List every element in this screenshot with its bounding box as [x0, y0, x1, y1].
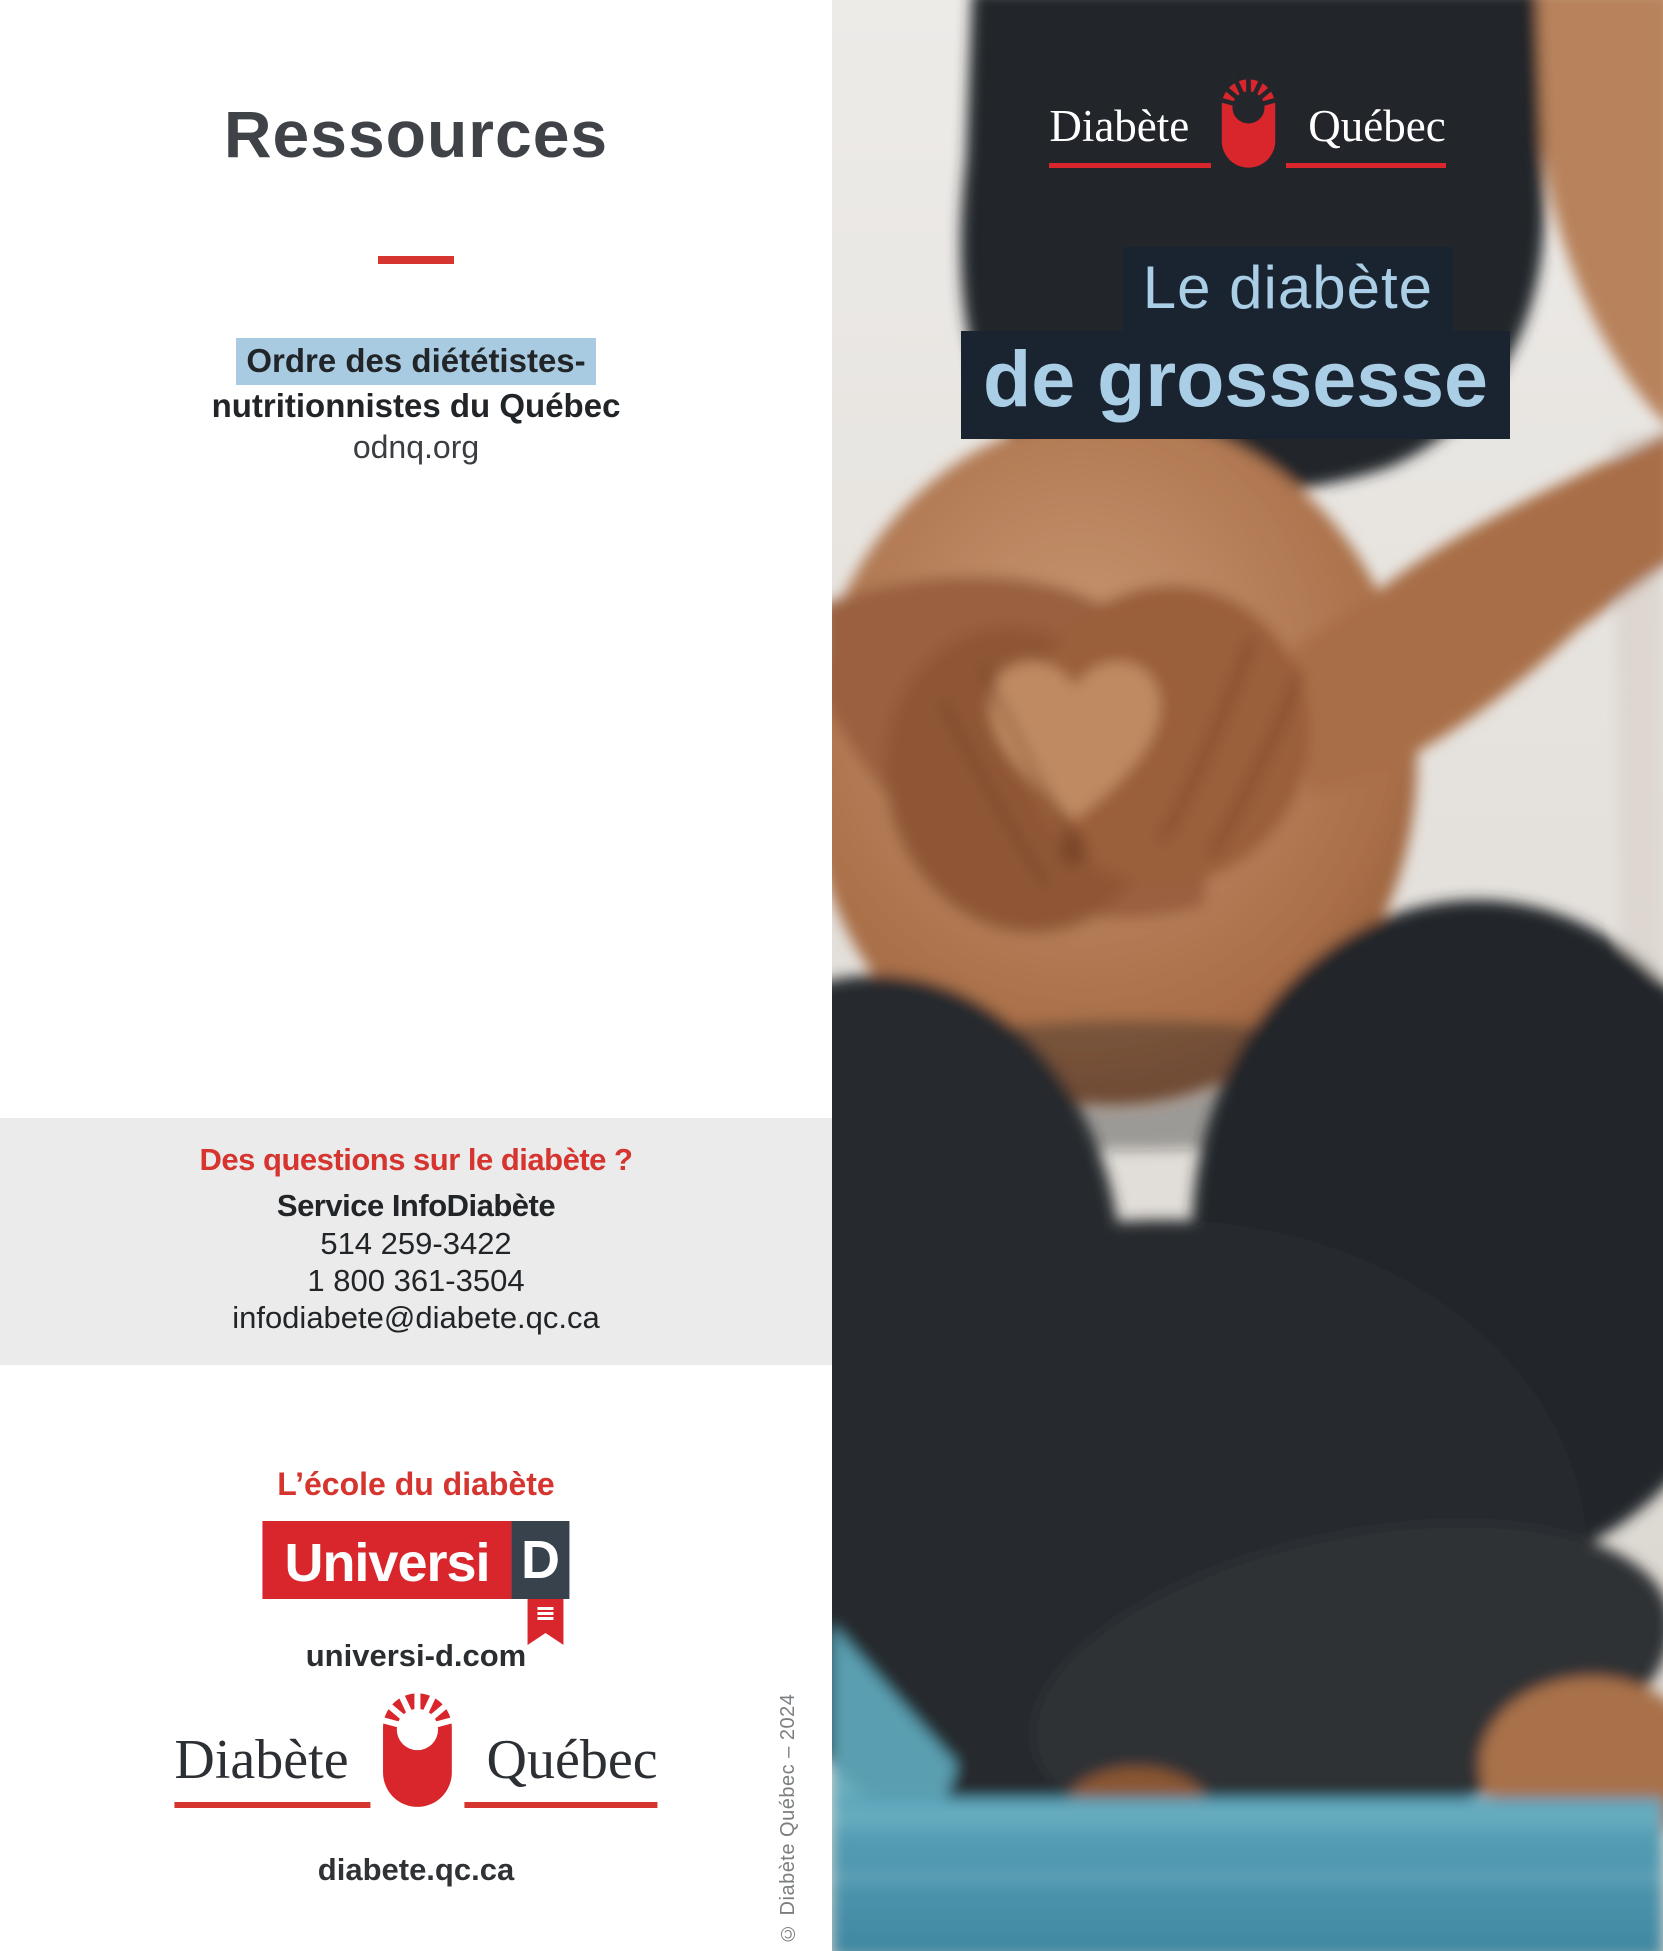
back-panel-title: Ressources — [223, 97, 609, 171]
resource-line-2: nutritionnistes du Québec — [211, 387, 621, 424]
cover-diabete-quebec-logo — [832, 66, 1663, 168]
service-name: Service InfoDiabète — [276, 1188, 556, 1223]
phone-local: 514 259-3422 — [320, 1226, 512, 1261]
universid-tagline: L’école du diabète — [277, 1466, 555, 1502]
logo-word-quebec: Québec — [465, 1728, 658, 1808]
questions-box — [0, 1118, 832, 1365]
cover-diabete-quebec-emblem-icon — [1215, 66, 1282, 173]
cover-logo-word-diabete: Diabète — [1049, 100, 1211, 168]
resource-url: odnq.org — [352, 429, 480, 465]
logo-word-diabete: Diabète — [174, 1728, 370, 1808]
red-divider — [378, 256, 454, 264]
cover-panel — [832, 0, 1663, 1951]
diabete-qc-ca-url: diabete.qc.ca — [317, 1852, 515, 1887]
universid-wordmark: Universi — [262, 1521, 511, 1599]
resource-line-1 — [0, 338, 832, 385]
questions-heading: Des questions sur le diabète ? — [199, 1142, 633, 1177]
phone-tollfree: 1 800 361-3504 — [307, 1263, 525, 1298]
ribbon-book-icon — [538, 1607, 554, 1620]
universid-d-box — [512, 1521, 570, 1599]
resource-block — [0, 338, 832, 466]
universid-logo — [262, 1521, 569, 1599]
cover-title-line-2: de grossesse — [961, 331, 1510, 439]
universid-url: universi-d.com — [305, 1638, 527, 1673]
cover-title-line-1: Le diabète — [1123, 247, 1453, 334]
diabete-quebec-logo — [174, 1676, 657, 1808]
cover-logo-word-quebec: Québec — [1286, 100, 1445, 168]
diabete-quebec-emblem-icon — [375, 1676, 461, 1814]
highlighted-text: Ordre des diététistes- — [236, 338, 595, 385]
copyright-notice: © Diabète Québec – 2024 — [777, 1693, 799, 1944]
universid-d-letter: D — [521, 1530, 561, 1590]
email-address: infodiabete@diabete.qc.ca — [232, 1300, 600, 1335]
